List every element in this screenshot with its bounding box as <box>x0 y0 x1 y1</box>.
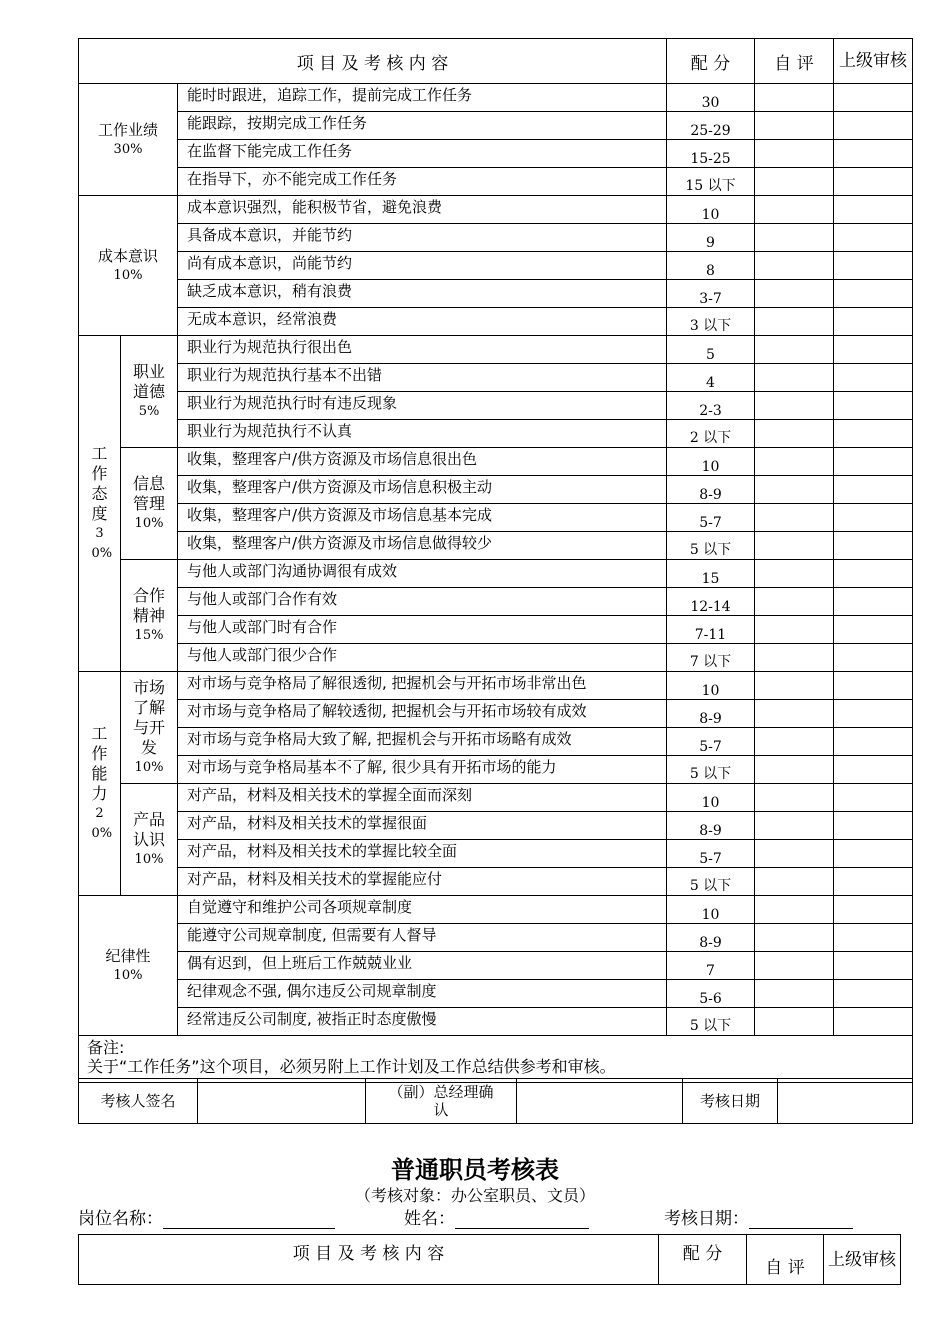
score-range: 15 以下 <box>667 168 755 196</box>
superior-score-cell[interactable] <box>834 1008 913 1036</box>
superior-score-cell[interactable] <box>834 140 913 168</box>
superior-score-cell[interactable] <box>834 280 913 308</box>
table-row <box>79 336 913 364</box>
score-range: 8-9 <box>667 700 755 728</box>
form2-header-score: 配 分 <box>659 1235 747 1285</box>
superior-score-cell[interactable] <box>834 196 913 224</box>
self-score-cell[interactable] <box>755 896 834 924</box>
position-label: 岗位名称： <box>78 1209 163 1229</box>
header-superior: 上级审核 <box>834 39 913 84</box>
criterion-text: 成本意识强烈，能积极节省，避免浪费 <box>178 196 667 224</box>
criterion-text: 与他人或部门很少合作 <box>178 644 667 672</box>
score-range: 10 <box>667 448 755 476</box>
superior-score-cell[interactable] <box>834 644 913 672</box>
table-row <box>79 560 913 588</box>
superior-score-cell[interactable] <box>834 252 913 280</box>
criterion-text: 自觉遵守和维护公司各项规章制度 <box>178 896 667 924</box>
superior-score-cell[interactable] <box>834 924 913 952</box>
category-work-performance: 工作业绩 30% <box>79 84 178 196</box>
self-score-cell[interactable] <box>755 644 834 672</box>
form2-header-self: 自 评 <box>747 1235 824 1285</box>
form2-subtitle: （考核对象：办公室职员、文员） <box>354 1186 595 1205</box>
score-range: 10 <box>667 672 755 700</box>
table-row <box>79 700 913 728</box>
score-range: 2 以下 <box>667 420 755 448</box>
score-range: 5-7 <box>667 504 755 532</box>
criterion-text: 对市场与竞争格局基本不了解, 很少具有开拓市场的能力 <box>178 756 667 784</box>
superior-score-cell[interactable] <box>834 420 913 448</box>
self-score-cell[interactable] <box>755 448 834 476</box>
score-range: 3 以下 <box>667 308 755 336</box>
self-score-cell[interactable] <box>755 252 834 280</box>
superior-score-cell[interactable] <box>834 476 913 504</box>
score-range: 5-6 <box>667 980 755 1008</box>
table-row <box>79 952 913 980</box>
assessment-date-field[interactable] <box>778 1079 913 1124</box>
score-range: 8-9 <box>667 812 755 840</box>
superior-score-cell[interactable] <box>834 840 913 868</box>
superior-score-cell[interactable] <box>834 448 913 476</box>
self-score-cell[interactable] <box>755 952 834 980</box>
score-range: 15 <box>667 560 755 588</box>
self-score-cell[interactable] <box>755 672 834 700</box>
remarks-label: 备注: <box>87 1038 125 1057</box>
self-score-cell[interactable] <box>755 588 834 616</box>
criterion-text: 与他人或部门合作有效 <box>178 588 667 616</box>
table-row <box>79 896 913 924</box>
table-row <box>79 252 913 280</box>
self-score-cell[interactable] <box>755 420 834 448</box>
date-input[interactable] <box>749 1212 853 1229</box>
score-range: 7-11 <box>667 616 755 644</box>
superior-score-cell[interactable] <box>834 728 913 756</box>
table-row <box>79 504 913 532</box>
form2-header-content: 项 目 及 考 核 内 容 <box>79 1235 659 1285</box>
criterion-text: 职业行为规范执行很出色 <box>178 336 667 364</box>
score-range: 10 <box>667 784 755 812</box>
table-row <box>79 224 913 252</box>
self-score-cell[interactable] <box>755 812 834 840</box>
table-row <box>79 644 913 672</box>
superior-score-cell[interactable] <box>834 980 913 1008</box>
subcategory-info-management: 信息管理 10% <box>121 448 178 560</box>
criterion-text: 对市场与竞争格局了解很透彻, 把握机会与开拓市场非常出色 <box>178 672 667 700</box>
criterion-text: 对市场与竞争格局了解较透彻, 把握机会与开拓市场较有成效 <box>178 700 667 728</box>
criterion-text: 纪律观念不强, 偶尔违反公司规章制度 <box>178 980 667 1008</box>
name-label: 姓名： <box>404 1209 455 1229</box>
superior-score-cell[interactable] <box>834 308 913 336</box>
header-content: 项 目 及 考 核 内 容 <box>79 39 667 84</box>
score-range: 8 <box>667 252 755 280</box>
criterion-text: 对产品，材料及相关技术的掌握很面 <box>178 812 667 840</box>
criterion-text: 收集，整理客户/供方资源及市场信息基本完成 <box>178 504 667 532</box>
score-range: 15-25 <box>667 140 755 168</box>
category-cost-awareness: 成本意识 10% <box>79 196 178 336</box>
self-score-cell[interactable] <box>755 784 834 812</box>
self-score-cell[interactable] <box>755 756 834 784</box>
date-field <box>664 1204 853 1229</box>
score-range: 7 以下 <box>667 644 755 672</box>
criterion-text: 收集，整理客户/供方资源及市场信息做得较少 <box>178 532 667 560</box>
score-range: 2-3 <box>667 392 755 420</box>
superior-score-cell[interactable] <box>834 588 913 616</box>
superior-score-cell[interactable] <box>834 616 913 644</box>
criterion-text: 能跟踪，按期完成工作任务 <box>178 112 667 140</box>
table-row <box>79 308 913 336</box>
table-row <box>79 196 913 224</box>
score-range: 7 <box>667 952 755 980</box>
score-range: 10 <box>667 196 755 224</box>
superior-score-cell[interactable] <box>834 532 913 560</box>
position-input[interactable] <box>163 1212 335 1229</box>
self-score-cell[interactable] <box>755 1008 834 1036</box>
position-field <box>78 1204 335 1229</box>
self-score-cell[interactable] <box>755 560 834 588</box>
score-range: 4 <box>667 364 755 392</box>
table-row <box>79 784 913 812</box>
self-score-cell[interactable] <box>755 308 834 336</box>
form2-header-superior: 上级审核 <box>824 1235 901 1285</box>
table-row <box>79 868 913 896</box>
table-row <box>79 840 913 868</box>
subcategory-ethics: 职业道德 5% <box>121 336 178 448</box>
self-score-cell[interactable] <box>755 868 834 896</box>
table-row <box>79 392 913 420</box>
self-score-cell[interactable] <box>755 728 834 756</box>
table-row <box>79 812 913 840</box>
header-self: 自 评 <box>755 39 834 84</box>
remarks-cell <box>79 1036 913 1083</box>
criterion-text: 无成本意识，经常浪费 <box>178 308 667 336</box>
table-row <box>79 140 913 168</box>
criterion-text: 缺乏成本意识，稍有浪费 <box>178 280 667 308</box>
self-score-cell[interactable] <box>755 924 834 952</box>
remarks-text: 关于“工作任务”这个项目，必须另附上工作计划及工作总结供参考和审核。 <box>87 1057 616 1076</box>
name-field <box>404 1204 589 1229</box>
score-range: 8-9 <box>667 924 755 952</box>
criterion-text: 在指导下，亦不能完成工作任务 <box>178 168 667 196</box>
criterion-text: 收集，整理客户/供方资源及市场信息积极主动 <box>178 476 667 504</box>
criterion-text: 与他人或部门沟通协调很有成效 <box>178 560 667 588</box>
table-row <box>79 756 913 784</box>
self-score-cell[interactable] <box>755 336 834 364</box>
assessor-signature-field[interactable] <box>198 1079 366 1124</box>
self-score-cell[interactable] <box>755 364 834 392</box>
score-range: 10 <box>667 896 755 924</box>
table-row <box>79 588 913 616</box>
self-score-cell[interactable] <box>755 980 834 1008</box>
category-work-ability: 工作能力 20% <box>79 672 121 896</box>
score-range: 5 <box>667 336 755 364</box>
self-score-cell[interactable] <box>755 700 834 728</box>
score-range: 5 以下 <box>667 756 755 784</box>
superior-score-cell[interactable] <box>834 224 913 252</box>
gm-confirm-label: （副）总经理确认 <box>366 1079 517 1124</box>
criterion-text: 能遵守公司规章制度, 但需要有人督导 <box>178 924 667 952</box>
appraisal-table <box>78 38 913 1083</box>
score-range: 12-14 <box>667 588 755 616</box>
category-work-attitude: 工作态度 30% <box>79 336 121 672</box>
superior-score-cell[interactable] <box>834 812 913 840</box>
name-input[interactable] <box>455 1212 589 1229</box>
criterion-text: 对产品，材料及相关技术的掌握全面而深刻 <box>178 784 667 812</box>
signature-table <box>78 1078 913 1124</box>
superior-score-cell[interactable] <box>834 560 913 588</box>
superior-score-cell[interactable] <box>834 168 913 196</box>
assessment-date-label: 考核日期 <box>683 1079 778 1124</box>
table-row <box>79 672 913 700</box>
table-row <box>79 532 913 560</box>
criterion-text: 偶有迟到，但上班后工作兢兢业业 <box>178 952 667 980</box>
gm-confirm-field[interactable] <box>517 1079 683 1124</box>
self-score-cell[interactable] <box>755 196 834 224</box>
superior-score-cell[interactable] <box>834 700 913 728</box>
criterion-text: 在监督下能完成工作任务 <box>178 140 667 168</box>
superior-score-cell[interactable] <box>834 756 913 784</box>
subcategory-market: 市场了解与开发 10% <box>121 672 178 784</box>
superior-score-cell[interactable] <box>834 336 913 364</box>
table-row <box>79 1008 913 1036</box>
self-score-cell[interactable] <box>755 84 834 112</box>
self-score-cell[interactable] <box>755 168 834 196</box>
remarks-row <box>79 1036 913 1083</box>
score-range: 3-7 <box>667 280 755 308</box>
score-range: 5 以下 <box>667 532 755 560</box>
table-row <box>79 980 913 1008</box>
superior-score-cell[interactable] <box>834 112 913 140</box>
table-row <box>79 616 913 644</box>
self-score-cell[interactable] <box>755 504 834 532</box>
table-row <box>79 112 913 140</box>
table-row <box>79 448 913 476</box>
superior-score-cell[interactable] <box>834 504 913 532</box>
criterion-text: 具备成本意识，并能节约 <box>178 224 667 252</box>
superior-score-cell[interactable] <box>834 672 913 700</box>
self-score-cell[interactable] <box>755 616 834 644</box>
score-range: 9 <box>667 224 755 252</box>
self-score-cell[interactable] <box>755 392 834 420</box>
form2-table <box>78 1234 901 1285</box>
criterion-text: 尚有成本意识，尚能节约 <box>178 252 667 280</box>
superior-score-cell[interactable] <box>834 952 913 980</box>
superior-score-cell[interactable] <box>834 868 913 896</box>
header-score: 配 分 <box>667 39 755 84</box>
score-range: 5 以下 <box>667 1008 755 1036</box>
table-row <box>79 168 913 196</box>
table-header <box>79 39 913 84</box>
form2-title: 普通职员考核表 <box>391 1156 559 1184</box>
score-range: 5 以下 <box>667 868 755 896</box>
criterion-text: 经常违反公司制度, 被指正时态度傲慢 <box>178 1008 667 1036</box>
self-score-cell[interactable] <box>755 476 834 504</box>
date-label: 考核日期： <box>664 1209 749 1229</box>
criterion-text: 对市场与竞争格局大致了解, 把握机会与开拓市场略有成效 <box>178 728 667 756</box>
criterion-text: 能时时跟进，追踪工作，提前完成工作任务 <box>178 84 667 112</box>
table-row <box>79 476 913 504</box>
self-score-cell[interactable] <box>755 112 834 140</box>
table-row <box>79 84 913 112</box>
superior-score-cell[interactable] <box>834 784 913 812</box>
criterion-text: 职业行为规范执行不认真 <box>178 420 667 448</box>
score-range: 8-9 <box>667 476 755 504</box>
score-range: 25-29 <box>667 112 755 140</box>
table-row <box>79 728 913 756</box>
category-discipline: 纪律性 10% <box>79 896 178 1036</box>
self-score-cell[interactable] <box>755 140 834 168</box>
subcategory-teamwork: 合作精神 15% <box>121 560 178 672</box>
self-score-cell[interactable] <box>755 280 834 308</box>
superior-score-cell[interactable] <box>834 84 913 112</box>
criterion-text: 职业行为规范执行基本不出错 <box>178 364 667 392</box>
table-row <box>79 420 913 448</box>
assessor-signature-label: 考核人签名 <box>79 1079 198 1124</box>
criterion-text: 收集，整理客户/供方资源及市场信息很出色 <box>178 448 667 476</box>
table-row <box>79 364 913 392</box>
superior-score-cell[interactable] <box>834 392 913 420</box>
superior-score-cell[interactable] <box>834 896 913 924</box>
score-range: 5-7 <box>667 840 755 868</box>
criterion-text: 对产品，材料及相关技术的掌握能应付 <box>178 868 667 896</box>
self-score-cell[interactable] <box>755 532 834 560</box>
superior-score-cell[interactable] <box>834 364 913 392</box>
table-row <box>79 280 913 308</box>
score-range: 5-7 <box>667 728 755 756</box>
self-score-cell[interactable] <box>755 224 834 252</box>
criterion-text: 与他人或部门时有合作 <box>178 616 667 644</box>
self-score-cell[interactable] <box>755 840 834 868</box>
criterion-text: 职业行为规范执行时有违反现象 <box>178 392 667 420</box>
table-row <box>79 924 913 952</box>
score-range: 30 <box>667 84 755 112</box>
criterion-text: 对产品，材料及相关技术的掌握比较全面 <box>178 840 667 868</box>
subcategory-product: 产品认识 10% <box>121 784 178 896</box>
